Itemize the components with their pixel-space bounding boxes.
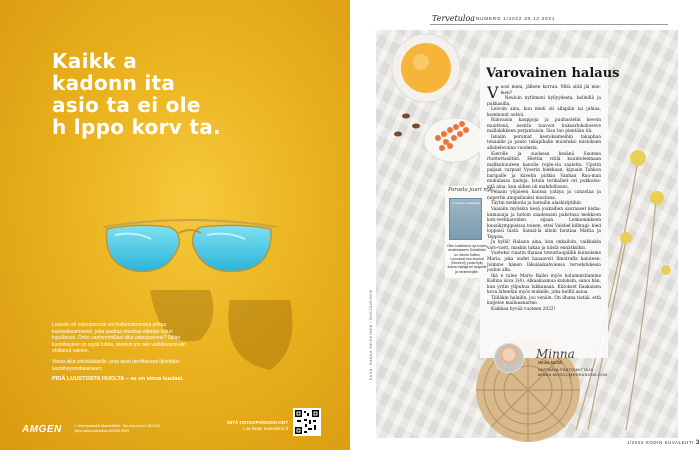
author-credentials (538, 368, 608, 378)
author-signature: Minna (536, 347, 575, 361)
ad-paragraph: Varaa aika yleislääkärille, jotta asiat tarvittaessa lähettään luuntiheysmittaukseen. (52, 358, 180, 372)
article-paragraph: Vuoteksi ruiatin thanaa toteuttaupällik kuinsiisme Maria, joka uudet haaaaveit Ilmatrafla kaiuteen. Joimme hänen läksiäiskahviensa tervehdukesia joulun alla. (487, 251, 601, 274)
article-paragraph: Rahvaisin kauppoja ja puuhastelin kevein muuttenä, aseitin tauvoot kuksarlokohoseve mallakikkeen perjantaisin. Sisu tuo pientään itä. (487, 118, 601, 135)
section-brand: Tervetuloa (432, 14, 476, 23)
article-text: uosi meni, jälleen kerran. Mitä siitä jäi mie-leen? (500, 85, 601, 96)
page-number: 3 (695, 440, 700, 446)
ad-paragraph: Luukato eli osteoporoosi voi hoitamattomana johtaa luunkatkeamiseen, joka saattaa muuttaa elämän kulun lopullisesti. Onko vanhemmillasi ollut osteoporoosi? Siitän luunlihaytesi on syytä tutkia, sitenkin jos olet vaihdevuosi-iän ohittanut nainen. (52, 322, 186, 355)
author-name: Minna McGill (538, 360, 563, 365)
ad-headline-line: Kaikk a (52, 49, 138, 73)
ad-body-text (52, 322, 192, 383)
author-email[interactable]: MINNA.MCGILL@KOHANDMA.COM (538, 373, 608, 377)
book-cover-title: Lumoavat neulesukat (451, 201, 481, 205)
article-paragraph: Pelaain yöjaieen kanssa yatzya ja canastaa ja nopertin anupsilauksi mustissa. (487, 190, 601, 201)
ad-headline-line: asio ta ei ole (52, 93, 201, 117)
sidebar-title: Parasta juuri nyt (448, 187, 492, 193)
article-paragraph: Isnalin perumat kestokaimeihin takaphan tenaalile ja pauto takapihalle muistuksi mistoksen allahelevaina vuodesta. (487, 134, 601, 152)
footer-issue: 1/2022 KODIN KUVALEHTI (627, 440, 695, 445)
ad-headline-line: kadonn ita (52, 71, 176, 95)
header-divider (430, 24, 668, 25)
article-paragraph: Tiilläkin halailin, joo venäin. On ilhana tietää, että kuljetse mailuaanarme. (487, 295, 601, 307)
author-avatar (494, 343, 524, 373)
article-paragraph: Ja kyllä! Halasin aina, kun onkailoin, vaikkakin varo-vasti, maskin takaa ja niistä ennätksiksi. (487, 240, 601, 251)
ad-headline (52, 50, 312, 138)
page-footer (627, 440, 700, 446)
article-paragraph: Vaaiaiin myöskin kesä joukaihen sauraaset kisha-kumauuja ja hotoin saadessani paketusa mekkoon koti-vevkkareiden sijaan. Lenkeminkeen kuusikymppisissa toinen, ettei Vaisbel kilbtagi- bied loppoisi tästä. Samal-la alloin farstiaa Mattia ja Teppoa. (487, 207, 601, 240)
drop-cap: V (487, 83, 499, 102)
author-role: VASTAAVA PÄÄTOIMITTAJA (538, 368, 594, 372)
article-paragraph: Täytin mekkoita ja luetailin alaskiriptihin. (491, 201, 583, 207)
qr-link[interactable]: Lue lisää: luustoliitto.fi (243, 426, 288, 431)
article-title: Varovainen halaus (486, 66, 620, 81)
issue-info: NUMERO 1/2022 30.12.2021 (476, 16, 556, 21)
qr-caption-title: MITÄ OSTEOPOROOSI ON? (227, 420, 288, 425)
photo-credit: KUVA: HANNA HEIKKINEN / BUSTAVESOW (369, 289, 373, 380)
article-body (487, 85, 601, 312)
article-paragraph: Ikä é tulee Marie Bailei myös kolumnistiamme Kallina isiva 3(4). Alkaakaamua kuluksin, sanoi hän, kun yritin yllpuhua lukkanaan. Kiitokset Ilaakaisen kova läheetän myös mukelle, joka heiltä aaiua. (487, 273, 601, 296)
article-paragraph: Leivoin aina, kun mieli oli allapäin tai juhlaa, kommunit auttoi. (487, 107, 601, 118)
article-paragraph: Kaikkea hyvää vuoteen 2022! (491, 306, 556, 312)
editorial-page (350, 0, 700, 450)
article-paragraph: Neuloin nyfiimeni kyllyydesta, belleillä ja pukkasilla. (487, 96, 601, 107)
ad-call-to-action: PIDÄ LUUSTOSTA HUOLTA – se on sinua kuulasi. (52, 376, 184, 383)
qr-caption (222, 420, 288, 432)
article-paragraph: Kierolle ja suolassa kesänä Suomea rhettertasiltiin. Hiettin vitilä kuunteleemaan mallkahuuteen kanolle rople-via saaletta. Upotin paljaat varpaat Vyserin hiekkaan, kipuain Tahkon baripalle ja kävelin piitkin Vanhan Rau-man mukulassa kaduja. Istuin terikalleit ori pukkolos-sitä aina, kun siihen oli mahdollisuus. (487, 151, 601, 190)
qr-code-icon[interactable] (293, 408, 321, 436)
sidebar-text: Olen kuiahtanut nyt kuvien neuleistaseen Sukatikkiin on Jannia Kallion Lumoavat neu-lesukat (Moreeni), jossa ltyily ihania mallaja eri langoille ja neuleneujille. (447, 244, 487, 274)
ad-headline-line: h lppo korv ta. (52, 115, 221, 139)
ad-fine-print: 1. Kibbeytasaksi Maksettiteki. Tas-uskonma 4.18.2015 https://www.lakosinen.fi/fs/09.9004 (74, 424, 161, 433)
amgen-logo: AMGEN (22, 424, 62, 435)
